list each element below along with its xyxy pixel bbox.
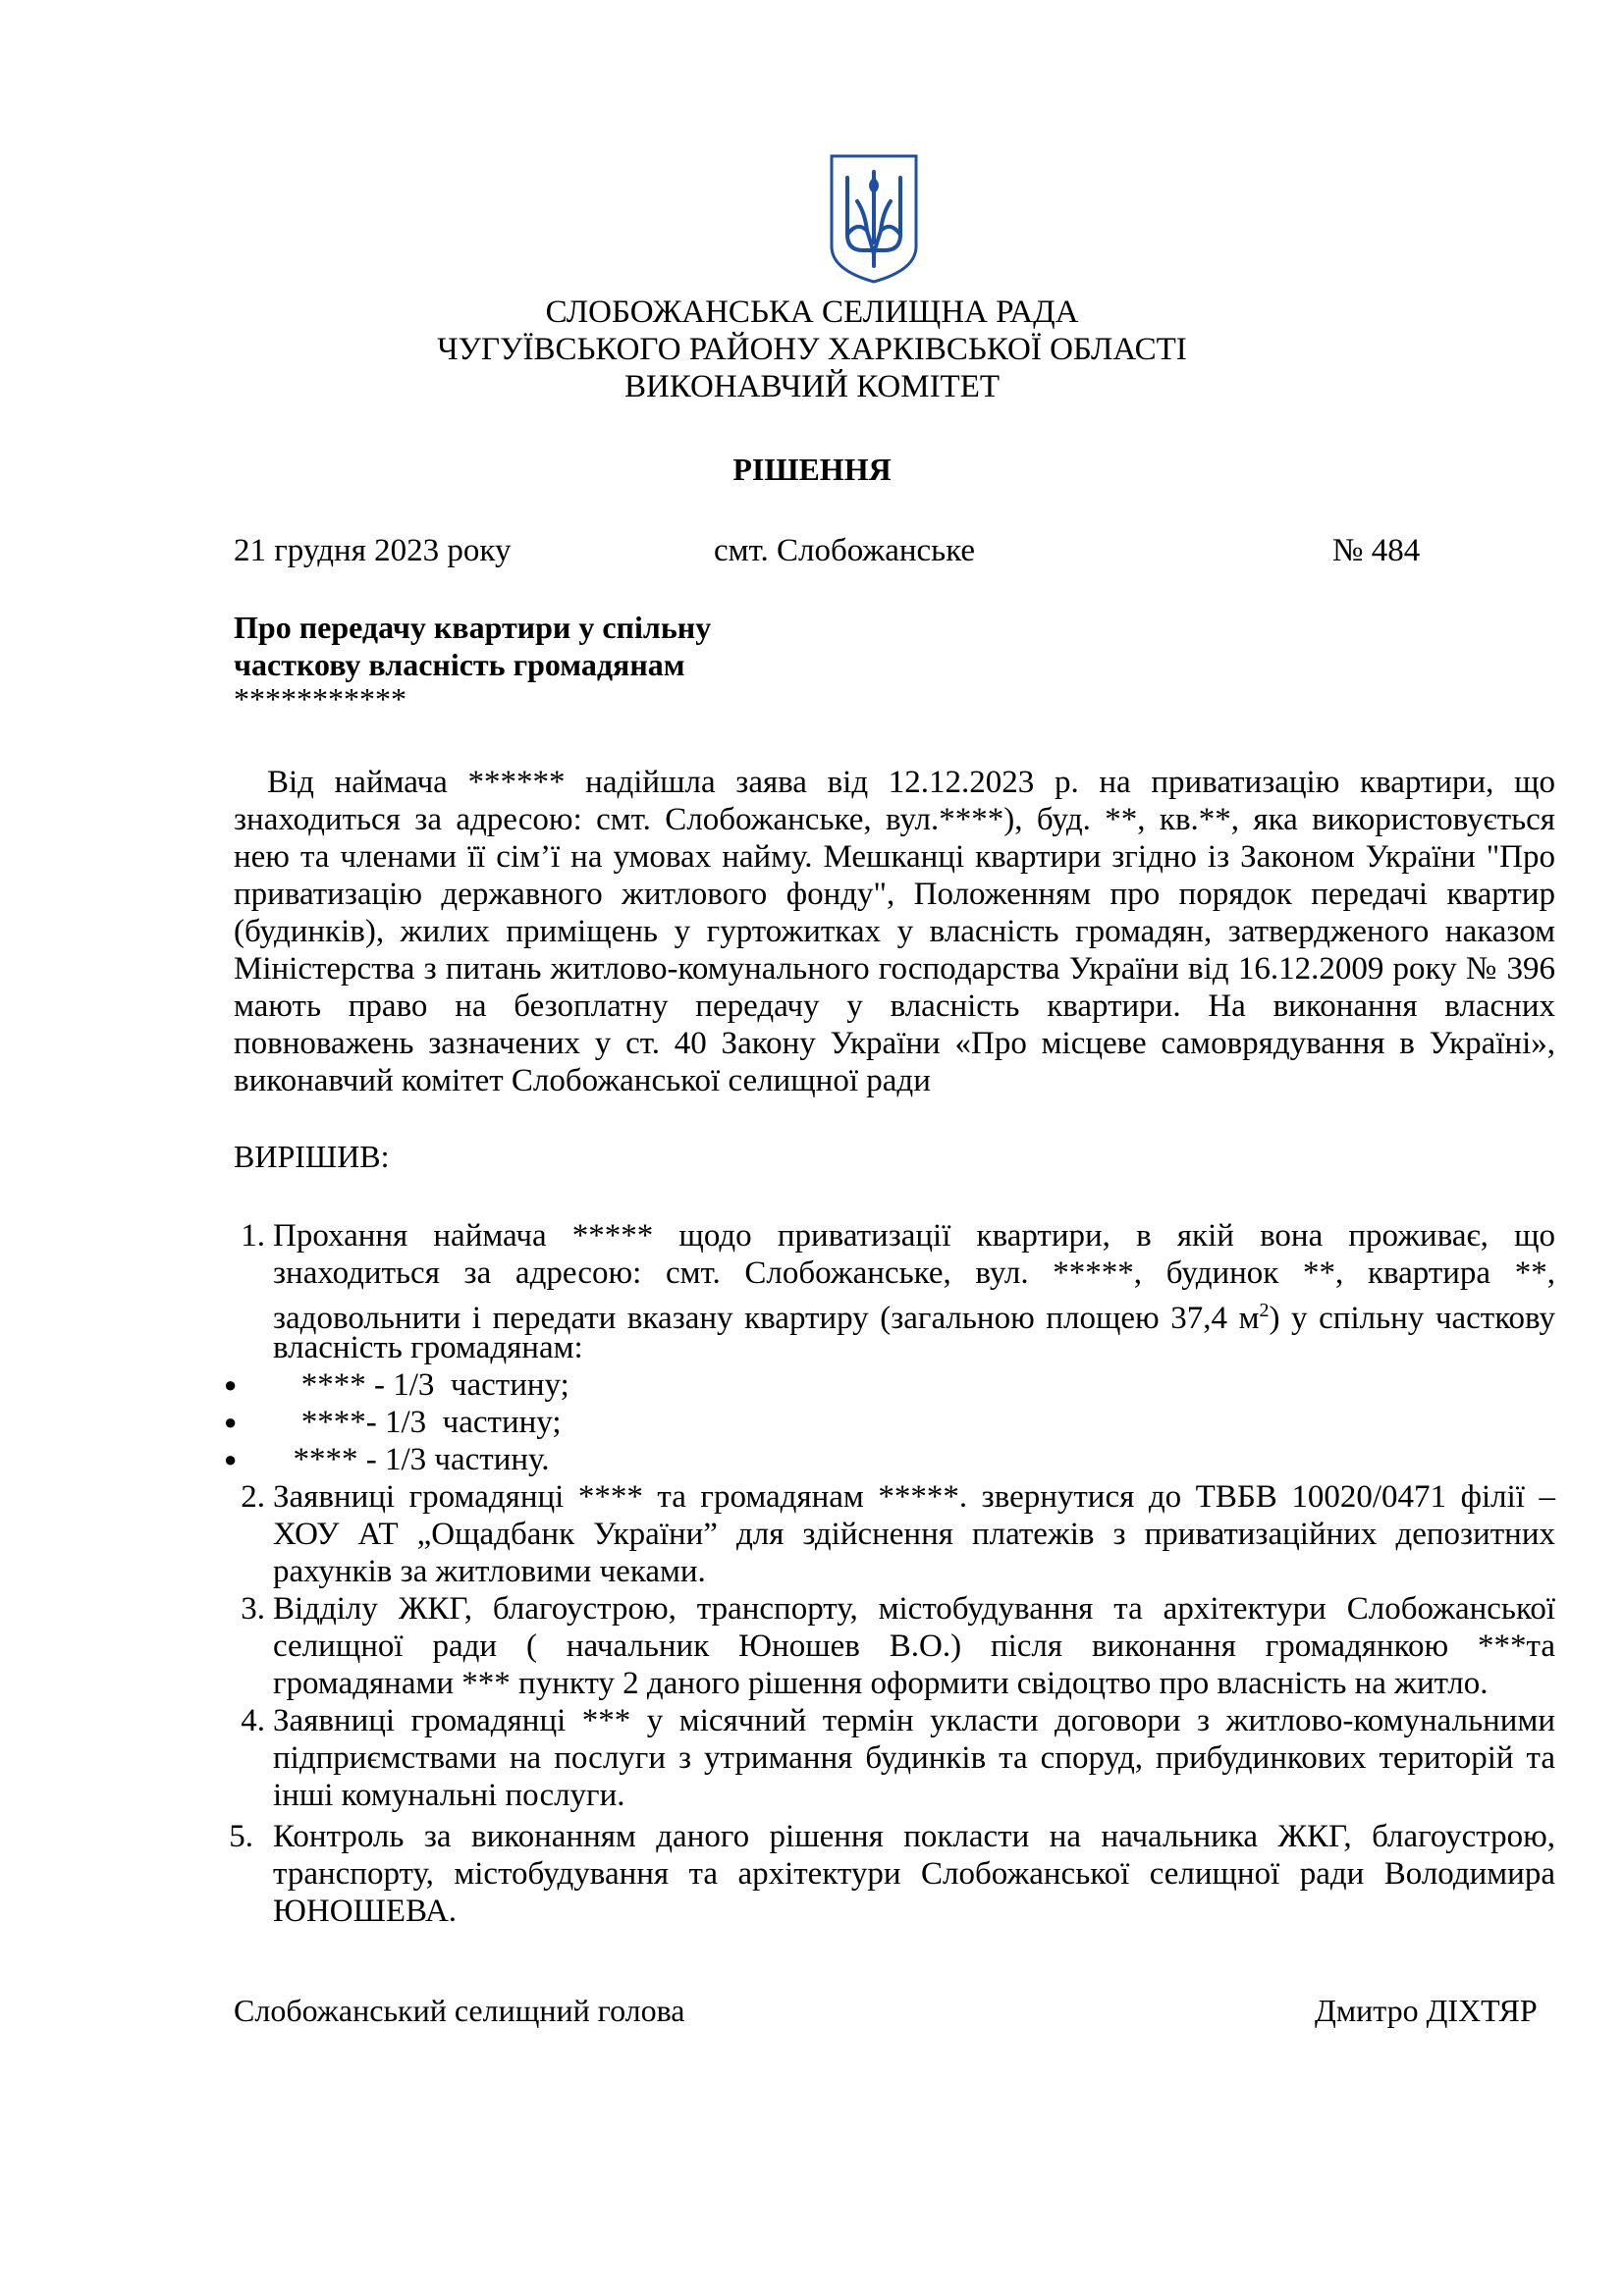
item-line: Контроль за виконанням даного рішення покласти на начальника ЖКГ, благоустрою, [273, 1819, 1555, 1854]
item-line: знаходиться за адресою: смт. Слобожанське, вул. *****, будинок **, квартира **, [273, 1255, 1555, 1291]
item-line [273, 1292, 1555, 1336]
item-line: транспорту, містобудування та архітектури Слобожанської селищної ради Володимира [273, 1856, 1555, 1892]
subject-redacted: *********** [234, 681, 406, 717]
preamble-line: виконавчий комітет Слобожанської селищної ради [234, 1063, 931, 1098]
item-number: 1. [241, 1218, 265, 1254]
document-date: 21 грудня 2023 року [234, 533, 512, 568]
preamble-line: (будинків), жилих приміщень у гуртожитках у власність громадян, затвердженого наказом [234, 914, 1555, 949]
tryzub-icon [828, 152, 920, 286]
item-text [273, 1702, 1555, 1814]
preamble-line: Від наймача ****** надійшла заява від 12.12.2023 р. на приватизацію квартири, що [267, 765, 1555, 800]
bullet-icon: ● [224, 1410, 238, 1434]
preamble-line: приватизацію державного житлового фонду", Положенням про порядок передачі квартир [234, 877, 1555, 912]
document-subject [234, 609, 711, 683]
coat-of-arms [828, 152, 920, 286]
bullet-icon: ● [224, 1447, 238, 1471]
item-number: 4. [241, 1703, 265, 1738]
item-text [273, 1818, 1555, 1930]
document-place: смт. Слобожанське [714, 533, 976, 568]
item-line: ХОУ АТ „Ощадбанк України” для здійснення платежів з приватизаційних депозитних [273, 1517, 1555, 1552]
item-line: селищної ради ( начальник Юношев В.О.) після виконання громадянкою ***та [273, 1629, 1555, 1664]
signatory-name: Дмитро ДІХТЯР [1315, 1993, 1538, 2028]
item-line: Відділу ЖКГ, благоустрою, транспорту, містобудування та архітектури Слобожанської [273, 1591, 1555, 1627]
item-number: 2. [241, 1479, 265, 1515]
item-line: рахунків за житловими чеками. [273, 1554, 706, 1589]
item-line: ЮНОШЕВА. [273, 1894, 458, 1929]
item-number: 3. [241, 1591, 265, 1627]
preamble-line: знаходиться за адресою: смт. Слобожанське, вул.****), буд. **, кв.**, яка використовується [234, 802, 1555, 837]
item-text [273, 1590, 1555, 1702]
share-item: ****- 1/3 частину; [277, 1405, 562, 1440]
superscript: 2 [1259, 1300, 1270, 1321]
preamble [234, 764, 1555, 1099]
preamble-line: мають право на безоплатну передачу у власність квартири. На виконання власних [234, 988, 1555, 1024]
share-item: **** - 1/3 частину. [277, 1442, 550, 1477]
item-text [273, 1217, 1555, 1366]
subject-line: Про передачу квартири у спільну [234, 610, 712, 645]
item-line: Заявниці громадянці **** та громадянам *****. звернутися до ТВБВ 10020/0471 філії – [273, 1479, 1555, 1515]
item-line: Прохання наймача ***** щодо приватизації квартири, в якій вона проживає, що [273, 1218, 1555, 1254]
district-name: ЧУГУЇВСЬКОГО РАЙОНУ ХАРКІВСЬКОЇ ОБЛАСТІ [437, 332, 1187, 367]
council-name: СЛОБОЖАНСЬКА СЕЛИЩНА РАДА [545, 294, 1079, 330]
subject-line: часткову власність громадянам [234, 647, 685, 682]
item-number: 5. [229, 1819, 253, 1854]
share-item: **** - 1/3 частину; [277, 1367, 569, 1403]
item-line-part: ) у спільну часткову [1269, 1301, 1555, 1336]
item-line: Заявниці громадянці *** у місячний термін укласти договори з житлово-комунальними [273, 1703, 1555, 1738]
preamble-line: нею та членами її сім’ї на умовах найму. Мешканці квартири згідно із Законом України "Про [234, 839, 1555, 875]
item-line-part: задовольнити і передати вказану квартиру (загальною площею 37,4 м [273, 1301, 1260, 1336]
document-number: № 484 [1332, 533, 1421, 568]
preamble-line: Міністерства з питань житлово-комунального господарства України від 16.12.2009 року № 396 [234, 951, 1555, 987]
preamble-line: повноважень зазначених у ст. 40 Закону України «Про місцеве самоврядування в Україні», [234, 1026, 1555, 1061]
item-text [273, 1478, 1555, 1590]
item-line: інші комунальні послуги. [273, 1778, 625, 1813]
item-line: власність громадянам: [273, 1330, 583, 1365]
bullet-icon: ● [224, 1372, 238, 1397]
item-line: підприємствами на послуги з утримання будинків та споруд, прибудинкових територій та [273, 1740, 1555, 1776]
document-type: РІШЕННЯ [732, 452, 892, 487]
committee-name: ВИКОНАВЧИЙ КОМІТЕТ [623, 369, 1001, 404]
signatory-position: Слобожанський селищний голова [234, 1993, 685, 2028]
decided-label: ВИРІШИВ: [234, 1139, 390, 1174]
item-line: громадянами *** пункту 2 даного рішення оформити свідоцтво про власність на житло. [273, 1666, 1489, 1701]
